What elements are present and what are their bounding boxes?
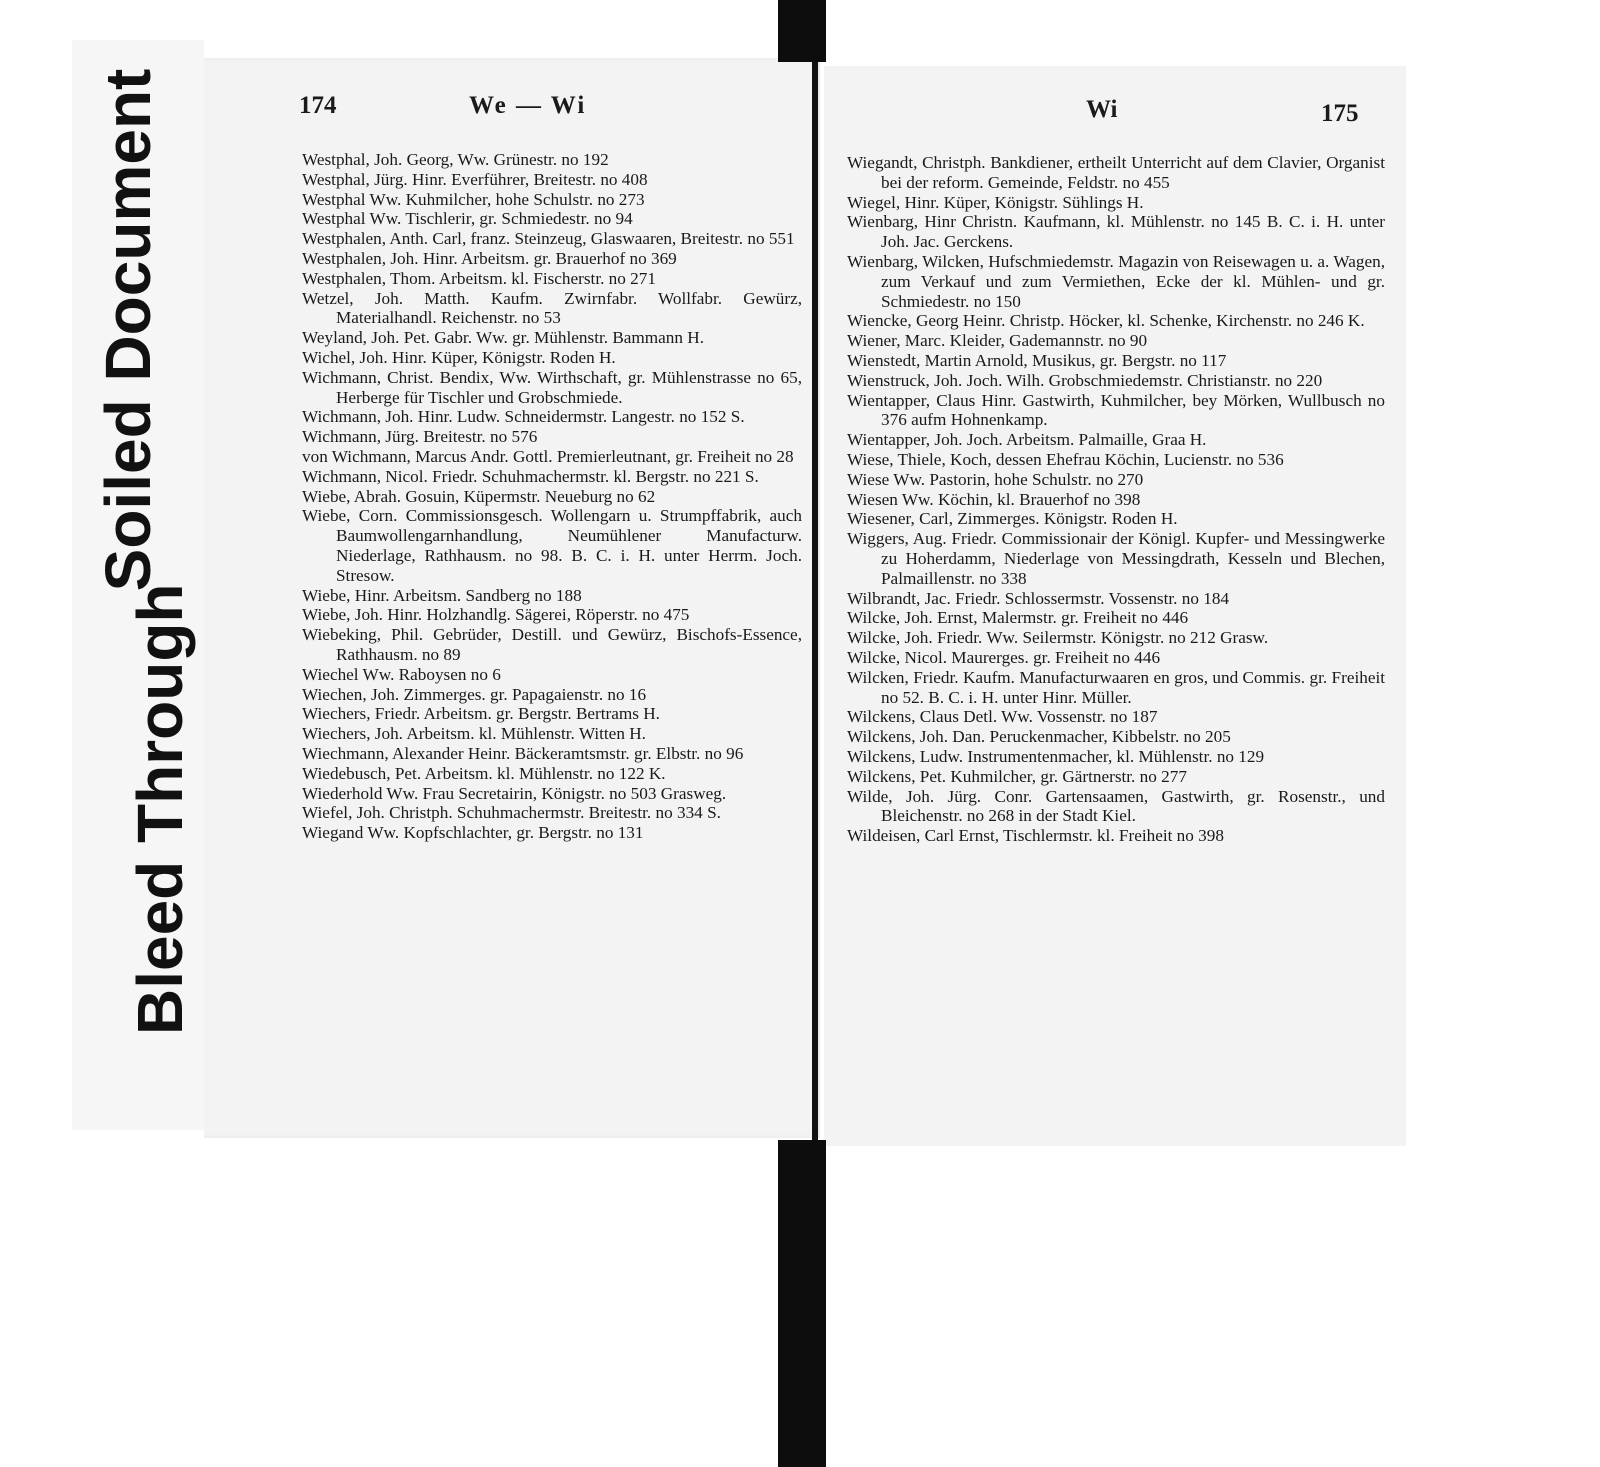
directory-entry: Westphal Ww. Tischlerir, gr. Schmiedestr. no 94 <box>302 209 633 229</box>
soiled-document-label: Soiled Document <box>92 68 164 592</box>
directory-entry: Wiegel, Hinr. Küper, Königstr. Sühlings H. <box>847 192 1144 212</box>
left-page <box>204 58 820 1138</box>
directory-entry: Wilcke, Joh. Friedr. Ww. Seilermstr. Königstr. no 212 Grasw. <box>847 628 1269 648</box>
directory-entry: Wilbrandt, Jac. Friedr. Schlossermstr. Vossenstr. no 184 <box>847 588 1230 608</box>
directory-entry: Wienstruck, Joh. Joch. Wilh. Grobschmiedemstr. Christianstr. no 220 <box>847 370 1323 390</box>
directory-entry: Wichmann, Jürg. Breitestr. no 576 <box>302 427 538 447</box>
directory-entry: Wiener, Marc. Kleider, Gademannstr. no 90 <box>847 331 1148 351</box>
directory-entry: Wientapper, Claus Hinr. Gastwirth, Kuhmilcher, bey Mörken, Wullbusch no 376 aufm Hohnenkamp. <box>847 390 1385 430</box>
directory-entry: Wilcke, Nicol. Maurerges. gr. Freiheit no 446 <box>847 647 1161 667</box>
directory-entry: Wiedebusch, Pet. Arbeitsm. kl. Mühlenstr. no 122 K. <box>302 763 666 783</box>
directory-entry: Wiesen Ww. Köchin, kl. Brauerhof no 398 <box>847 489 1141 509</box>
directory-entry: Wiegand Ww. Kopfschlachter, gr. Bergstr. no 131 <box>302 823 644 843</box>
directory-entry: Wientapper, Joh. Joch. Arbeitsm. Palmaille, Graa H. <box>847 430 1207 450</box>
directory-entry: Wilckens, Claus Detl. Ww. Vossenstr. no 187 <box>847 707 1158 727</box>
directory-entry: Wiechen, Joh. Zimmerges. gr. Papagaienstr. no 16 <box>302 684 647 704</box>
directory-entry: Wilcke, Joh. Ernst, Malermstr. gr. Freiheit no 446 <box>847 608 1189 628</box>
directory-entry: Wichmann, Joh. Hinr. Ludw. Schneidermstr. Langestr. no 152 S. <box>302 407 745 427</box>
directory-entry: Wiebe, Hinr. Arbeitsm. Sandberg no 188 <box>302 585 582 605</box>
directory-entry: Wienstedt, Martin Arnold, Musikus, gr. Bergstr. no 117 <box>847 350 1227 370</box>
directory-entry: Westphal, Jürg. Hinr. Everführer, Breitestr. no 408 <box>302 169 648 189</box>
directory-entry: Wiese Ww. Pastorin, hohe Schulstr. no 270 <box>847 469 1144 489</box>
directory-entry: Wilckens, Ludw. Instrumentenmacher, kl. Mühlenstr. no 129 <box>847 746 1265 766</box>
directory-entry: Wiefel, Joh. Christph. Schuhmachermstr. Breitestr. no 334 S. <box>302 803 721 823</box>
directory-entry: Wilcken, Friedr. Kaufm. Manufacturwaaren en gros, und Commis. gr. Freiheit no 52. B. C. i. H. unter Hinr. Müller. <box>847 667 1385 707</box>
directory-entry: von Wichmann, Marcus Andr. Gottl. Premierleutnant, gr. Freiheit no 28 <box>302 446 794 466</box>
directory-entry: Wilde, Joh. Jürg. Conr. Gartensaamen, Gastwirth, gr. Rosenstr., und Bleichenstr. no 268 in der Stadt Kiel. <box>847 786 1385 826</box>
directory-entry: Westphal Ww. Kuhmilcher, hohe Schulstr. no 273 <box>302 189 645 209</box>
directory-entry: Wichmann, Nicol. Friedr. Schuhmachermstr. kl. Bergstr. no 221 S. <box>302 466 759 486</box>
directory-entry: Wienbarg, Hinr Christn. Kaufmann, kl. Mühlenstr. no 145 B. C. i. H. unter Joh. Jac. Gerckens. <box>847 212 1385 252</box>
book-spine <box>812 58 818 1146</box>
directory-entry: Westphalen, Anth. Carl, franz. Steinzeug, Glaswaaren, Breitestr. no 551 <box>302 229 795 249</box>
directory-entry: Wiggers, Aug. Friedr. Commissionair der Königl. Kupfer- und Messingwerke zu Hoherdamm, Niederlage von Messingdrath, Kesseln und Blechen, Palmaillenstr. no 338 <box>847 529 1385 588</box>
page-number: 174 <box>299 92 337 119</box>
running-head: We — Wi <box>469 92 587 119</box>
directory-entry: Wiederhold Ww. Frau Secretairin, Königstr. no 503 Grasweg. <box>302 783 727 803</box>
directory-entry: Wiesener, Carl, Zimmerges. Königstr. Roden H. <box>847 509 1178 529</box>
directory-entry: Wetzel, Joh. Matth. Kaufm. Zwirnfabr. Wollfabr. Gewürz, Materialhandl. Reichenstr. no 53 <box>302 288 802 328</box>
directory-entry: Wiechmann, Alexander Heinr. Bäckeramtsmstr. gr. Elbstr. no 96 <box>302 743 744 763</box>
directory-entry: Wiegandt, Christph. Bankdiener, ertheilt Unterricht auf dem Clavier, Organist bei der reform. Gemeinde, Feldstr. no 455 <box>847 153 1385 192</box>
directory-entry: Wiencke, Georg Heinr. Christp. Höcker, kl. Schenke, Kirchenstr. no 246 K. <box>847 311 1365 331</box>
scanner-clip-top <box>778 0 826 62</box>
directory-entry: Wilckens, Pet. Kuhmilcher, gr. Gärtnerstr. no 277 <box>847 766 1187 786</box>
directory-entry: Wiebe, Joh. Hinr. Holzhandlg. Sägerei, Röperstr. no 475 <box>302 605 690 625</box>
directory-entry: Westphalen, Joh. Hinr. Arbeitsm. gr. Brauerhof no 369 <box>302 248 677 268</box>
directory-entry: Weyland, Joh. Pet. Gabr. Ww. gr. Mühlenstr. Bammann H. <box>302 328 704 348</box>
directory-entry: Wiechel Ww. Raboysen no 6 <box>302 664 501 684</box>
directory-entry: Wiebe, Corn. Commissionsgesch. Wollengarn u. Strumpffabrik, auch Baumwollengarnhandlung, Neumühlener Manufacturw. Niederlage, Rathhausm. no 98. B. C. i. H. unter Herrm. Joch. Stresow. <box>302 506 802 585</box>
directory-entry: Wichel, Joh. Hinr. Küper, Königstr. Roden H. <box>302 347 616 367</box>
directory-entry: Wildeisen, Carl Ernst, Tischlermstr. kl. Freiheit no 398 <box>847 826 1224 846</box>
directory-entry: Wiebe, Abrah. Gosuin, Küpermstr. Neueburg no 62 <box>302 486 656 506</box>
directory-entry: Wilckens, Joh. Dan. Peruckenmacher, Kibbelstr. no 205 <box>847 727 1231 747</box>
directory-entry: Wiechers, Joh. Arbeitsm. kl. Mühlenstr. Witten H. <box>302 724 646 744</box>
directory-entry: Wiebeking, Phil. Gebrüder, Destill. und Gewürz, Bischofs-Essence, Rathhausm. no 89 <box>302 625 802 664</box>
directory-entry: Westphalen, Thom. Arbeitsm. kl. Fischerstr. no 271 <box>302 268 656 288</box>
running-head: Wi <box>1086 96 1118 123</box>
directory-entry: Wiechers, Friedr. Arbeitsm. gr. Bergstr. Bertrams H. <box>302 704 660 724</box>
directory-entry: Wienbarg, Wilcken, Hufschmiedemstr. Magazin von Reisewagen u. a. Wagen, zum Verkauf und zum Vermiethen, Ecke der kl. Mühlen- und gr. Schmiedestr. no 150 <box>847 251 1385 311</box>
directory-entries <box>847 153 1385 846</box>
directory-entries <box>302 150 802 843</box>
bleed-through-label: Bleed Through <box>124 583 196 1035</box>
right-page <box>824 66 1406 1146</box>
directory-entry: Westphal, Joh. Georg, Ww. Grünestr. no 192 <box>302 150 609 169</box>
directory-entry: Wichmann, Christ. Bendix, Ww. Wirthschaft, gr. Mühlenstrasse no 65, Herberge für Tischler und Grobschmiede. <box>302 367 802 407</box>
scanner-clip-bottom <box>778 1140 826 1467</box>
directory-entry: Wiese, Thiele, Koch, dessen Ehefrau Köchin, Lucienstr. no 536 <box>847 449 1284 469</box>
page-number: 175 <box>1321 100 1359 127</box>
